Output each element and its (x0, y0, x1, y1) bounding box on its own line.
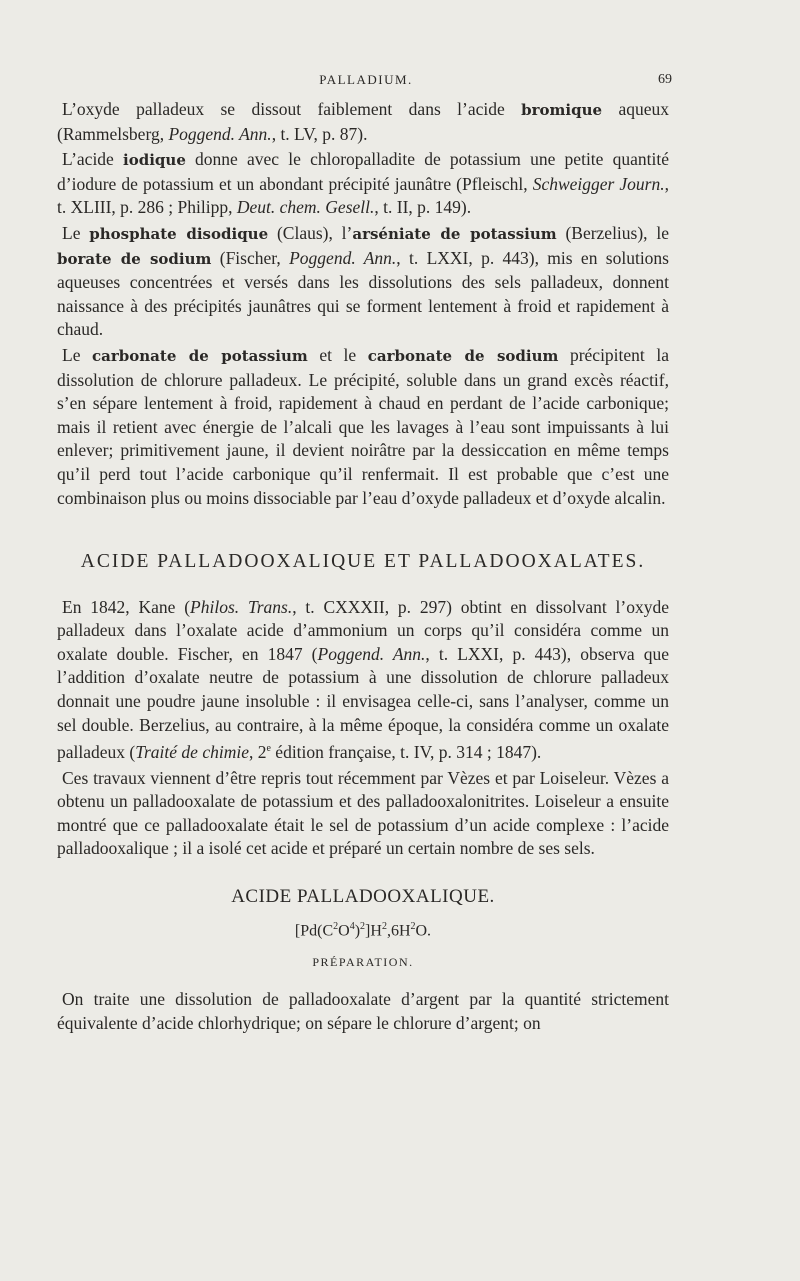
text: et le (307, 344, 368, 365)
text: (Fischer, (211, 247, 290, 268)
formula-sup: 2 (381, 920, 387, 932)
text: aqueux (Rammelsberg, (57, 99, 669, 144)
text: donne avec le chloropalladite de potassium une petite quantité d’iodure de potassium et un abondant précipité jaunâtre (Pfleischl, (57, 149, 669, 194)
citation: Schweigger Journ. (532, 173, 665, 194)
text: Le (62, 222, 90, 243)
paragraph-history (57, 596, 669, 765)
formula-part: O (338, 921, 350, 939)
bold-term: bromique (521, 101, 603, 119)
citation: Traité de chimie (135, 742, 249, 763)
bold-term: arséniate de potassium (352, 224, 557, 243)
page-body (57, 98, 669, 1036)
paragraph-carbonate (57, 344, 669, 510)
subsection-title: ACIDE PALLADOOXALIQUE. (231, 886, 495, 908)
text: On traite une dissolution de palladooxalate d’argent par la quantité strictement équivalente d’acide chlorhydrique; on sépare le chlorure d’argent; on (57, 989, 669, 1033)
paragraph-bromique (57, 98, 669, 146)
bold-term: iodique (123, 151, 186, 170)
bold-term: phosphate disodique (89, 224, 269, 243)
formula-part: ]H (365, 921, 382, 939)
formula-sup: 2 (333, 920, 339, 932)
citation: Poggend. Ann. (317, 643, 426, 664)
paragraph-preparation (57, 988, 669, 1035)
text: Le (62, 344, 93, 365)
bold-term: borate de sodium (57, 249, 212, 268)
formula-sup: 4 (349, 920, 355, 932)
section-title: ACIDE PALLADOOXALIQUE ET PALLADOOXALATES. (80, 551, 646, 573)
formula-part: [Pd(C (294, 921, 334, 939)
citation: Deut. chem. Gesell. (236, 197, 375, 218)
text: , t. II, p. 149). (374, 197, 472, 218)
text: En 1842, Kane ( (62, 596, 191, 617)
citation: Poggend. Ann. (289, 247, 397, 268)
formula-part: O. (415, 921, 432, 939)
chemical-formula (57, 915, 669, 943)
text: L’oxyde palladeux se dissout faiblement dans l’acide (62, 99, 522, 119)
bold-term: carbonate de potassium (92, 346, 308, 365)
text: , t. XLIII, p. 286 ; Philipp, (57, 173, 669, 218)
formula-sup: 2 (360, 920, 366, 932)
formula-part: ) (354, 921, 361, 939)
text: , t. LXXI, p. 443), observa que l’addition d’oxalate neutre de potassium à une dissolution de chlorure palladeux donnait une poudre jaune insoluble : il envisagea celle-ci, sans l’analyser, comme un sel double. Berzelius, au contraire, à la même époque, la considéra comme un oxalate palladeux ( (57, 643, 669, 763)
text: Ces travaux viennent d’être repris tout récemment par Vèzes et par Loiseleur. Vèzes a obtenu un palladooxalate de potassium et des palladooxalonitrites. Loiseleur a ensuite montré que ce palladooxalate était le sel de potassium d’un acide complexe : l’acide palladooxalique ; il a isolé cet acide et préparé un certain nombre de ses sels. (57, 767, 669, 859)
text: L’acide (62, 149, 124, 170)
text: édition française, t. IV, p. 314 ; 1847). (270, 742, 542, 763)
paragraph-recent-work (57, 767, 669, 861)
citation: Poggend. Ann. (168, 123, 272, 144)
text: précipitent la dissolution de chlorure palladeux. Le précipité, soluble dans un grand excès réactif, s’en sépare lentement à froid, rapidement à chaud en perdant de l’acide carbonique; mais il retient avec énergie de l’alcali que les lavages à l’eau sont impuissants à lui enlever; primitivement jaune, il devient noirâtre par la dessiccation en même temps qu’il perd tout l’acide carbonique qu’il renfermait. Il est probable que c’est une combinaison plus ou moins dissociable par l’eau d’oxyde palladeux et d’oxyde alcalin. (57, 344, 669, 508)
text: (Claus), l’ (268, 222, 353, 243)
citation: Philos. Trans. (190, 596, 293, 617)
text: , t. LV, p. 87). (271, 123, 368, 144)
page-number: 69 (658, 72, 672, 87)
text: , 2 (248, 742, 267, 763)
formula-part: ,6H (386, 921, 411, 939)
preparation-title: PRÉPARATION. (312, 954, 414, 969)
text: , t. CXXXII, p. 297) obtint en dissolvant l’oxyde palladeux dans l’oxalate acide d’ammonium un corps qu’il considéra comme un oxalate double. Fischer, en 1847 ( (57, 596, 669, 664)
paragraph-phosphate (57, 222, 669, 342)
bold-term: carbonate de sodium (367, 346, 559, 365)
running-title: PALLADIUM. (319, 72, 413, 87)
superscript: e (266, 743, 271, 755)
text: (Berzelius), le (556, 222, 669, 243)
paragraph-iodique (57, 148, 669, 220)
formula-sup: 2 (410, 920, 416, 932)
text: , t. LXXI, p. 443), mis en solutions aqueuses concentrées et versés dans les dissolutions des sels palladeux, donnent naissance à des précipités jaunâtres qui se forment lentement à froid et rapidement à chaud. (57, 247, 669, 340)
page-header (60, 72, 672, 92)
